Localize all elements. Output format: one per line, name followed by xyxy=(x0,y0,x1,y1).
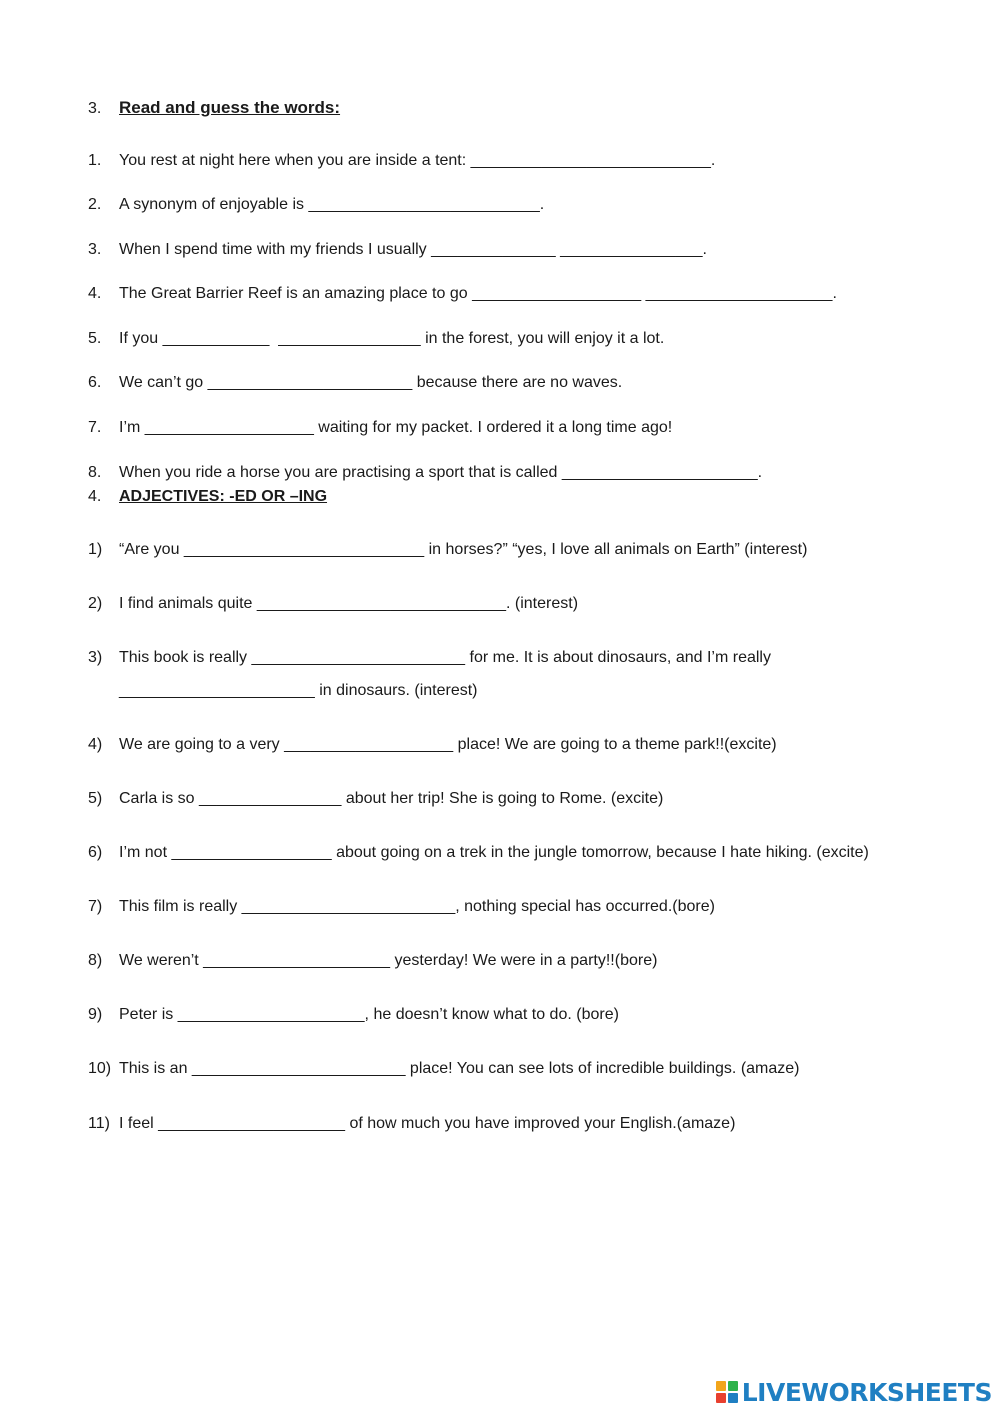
item-text: I feel _____________________ of how much you have improved your English.(amaze) xyxy=(119,1115,736,1132)
item-number: 9) xyxy=(88,1006,103,1023)
exercise-item xyxy=(88,1114,735,1134)
exercise-item xyxy=(88,151,715,171)
item-text: When I spend time with my friends I usually ______________ ________________. xyxy=(119,241,707,258)
item-number: 2) xyxy=(88,595,103,612)
item-number: 3) xyxy=(88,649,103,666)
item-text: I’m ___________________ waiting for my packet. I ordered it a long time ago! xyxy=(119,419,673,436)
item-number: 8. xyxy=(88,464,102,481)
item-text: Peter is _____________________, he doesn’t know what to do. (bore) xyxy=(119,1006,619,1023)
section-heading: ADJECTIVES: -ED OR –ING xyxy=(119,488,328,505)
exercise-item-continuation xyxy=(119,681,478,701)
section-4-header xyxy=(88,487,327,507)
exercise-item xyxy=(88,648,771,668)
logo-text: LIVEWORKSHEETS xyxy=(741,1377,992,1407)
section-3-header xyxy=(88,98,340,119)
section-heading: Read and guess the words: xyxy=(119,98,341,117)
item-text: We are going to a very ___________________ place! We are going to a theme park!!(excite) xyxy=(119,736,777,753)
item-number: 10) xyxy=(88,1060,112,1077)
item-number: 4. xyxy=(88,285,102,302)
section-number: 4. xyxy=(88,488,102,505)
item-number: 1) xyxy=(88,541,103,558)
exercise-item xyxy=(88,789,663,809)
item-number: 3. xyxy=(88,241,102,258)
liveworksheets-logo[interactable] xyxy=(716,1377,992,1407)
item-number: 1. xyxy=(88,152,102,169)
item-text: Carla is so ________________ about her trip! She is going to Rome. (excite) xyxy=(119,790,664,807)
exercise-item xyxy=(88,735,777,755)
item-number: 5. xyxy=(88,330,102,347)
exercise-item xyxy=(88,463,762,483)
item-text: We weren’t _____________________ yesterday! We were in a party!!(bore) xyxy=(119,952,658,969)
exercise-item xyxy=(88,284,837,304)
item-text: This book is really ________________________ for me. It is about dinosaurs, and I’m really xyxy=(119,649,771,666)
item-text: This film is really ________________________, nothing special has occurred.(bore) xyxy=(119,898,715,915)
exercise-item xyxy=(88,1059,800,1079)
exercise-item xyxy=(88,897,715,917)
item-text: This is an ________________________ place! You can see lots of incredible buildings. (amaze) xyxy=(119,1060,800,1077)
exercise-item xyxy=(88,240,707,260)
item-number: 8) xyxy=(88,952,103,969)
item-text: A synonym of enjoyable is __________________________. xyxy=(119,196,545,213)
exercise-item xyxy=(88,540,807,560)
item-text: The Great Barrier Reef is an amazing place to go ___________________ _____________________. xyxy=(119,285,837,302)
exercise-item xyxy=(88,329,664,349)
item-text: We can’t go _______________________ because there are no waves. xyxy=(119,374,623,391)
exercise-item xyxy=(88,373,622,393)
item-number: 6. xyxy=(88,374,102,391)
logo-mark-icon xyxy=(716,1381,738,1403)
exercise-item xyxy=(88,195,544,215)
item-number: 7. xyxy=(88,419,102,436)
item-text: If you ____________ ________________ in the forest, you will enjoy it a lot. xyxy=(119,330,665,347)
item-text: When you ride a horse you are practising a sport that is called ______________________. xyxy=(119,464,763,481)
item-number: 2. xyxy=(88,196,102,213)
item-number: 7) xyxy=(88,898,103,915)
exercise-item xyxy=(88,951,657,971)
item-number: 11) xyxy=(88,1115,110,1132)
section-number: 3. xyxy=(88,100,102,117)
item-number: 4) xyxy=(88,736,103,753)
item-text: I’m not __________________ about going on a trek in the jungle tomorrow, because I hate hiking. (excite) xyxy=(119,844,869,861)
item-number: 5) xyxy=(88,790,103,807)
item-text: You rest at night here when you are inside a tent: ___________________________. xyxy=(119,152,716,169)
item-text: ______________________ in dinosaurs. (interest) xyxy=(119,682,478,699)
exercise-item xyxy=(88,418,672,438)
item-text: I find animals quite ____________________________. (interest) xyxy=(119,595,579,612)
item-text: “Are you ___________________________ in horses?” “yes, I love all animals on Earth” (interest) xyxy=(119,541,808,558)
exercise-item xyxy=(88,1005,619,1025)
item-number: 6) xyxy=(88,844,103,861)
exercise-item xyxy=(88,594,578,614)
exercise-item xyxy=(88,843,869,863)
